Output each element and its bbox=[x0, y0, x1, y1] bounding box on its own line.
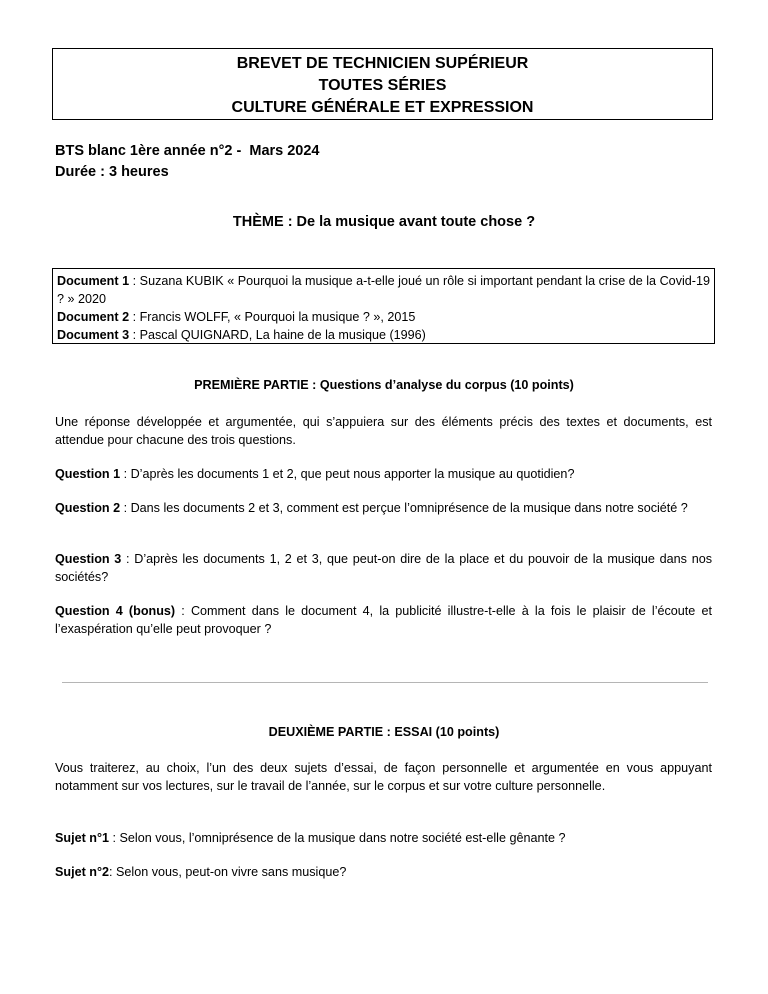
question-label: Question 2 bbox=[55, 501, 121, 515]
document-entry bbox=[57, 308, 710, 326]
exam-meta bbox=[55, 141, 320, 183]
exam-title: BTS blanc 1ère année n°2 - Mars 2024 bbox=[55, 143, 320, 159]
question-text: : Dans les documents 2 et 3, comment est perçue l’omniprésence de la musique dans notre société ? bbox=[120, 501, 688, 515]
document-label: Document 3 bbox=[57, 328, 130, 342]
section-divider bbox=[62, 682, 708, 683]
subject-label: Sujet n°2 bbox=[55, 865, 110, 879]
header-line-2: TOUTES SÉRIES bbox=[318, 77, 447, 94]
subject-label: Sujet n°1 bbox=[55, 831, 110, 845]
subject-text: : Selon vous, l’omniprésence de la musique dans notre société est-elle gênante ? bbox=[109, 831, 566, 845]
question-text: : Comment dans le document 4, la publicité illustre-t-elle à la fois le plaisir de l’écoute et l’exaspération qu’elle peut provoquer ? bbox=[55, 604, 712, 636]
part1-title: PREMIÈRE PARTIE : Questions d’analyse du corpus (10 points) bbox=[194, 378, 574, 392]
question-4 bbox=[55, 602, 712, 638]
part1-intro: Une réponse développée et argumentée, qui s’appuiera sur des éléments précis des textes et documents, est attendue pour chacune des trois questions. bbox=[55, 415, 712, 447]
subject-text: : Selon vous, peut-on vivre sans musique? bbox=[109, 865, 347, 879]
subject-1 bbox=[55, 829, 712, 847]
question-2 bbox=[55, 499, 712, 517]
question-label: Question 3 bbox=[55, 552, 122, 566]
document-entry bbox=[57, 272, 710, 308]
theme-title: THÈME : De la musique avant toute chose ? bbox=[232, 214, 536, 230]
header-line-3: CULTURE GÉNÉRALE ET EXPRESSION bbox=[231, 99, 534, 116]
question-3 bbox=[55, 550, 712, 586]
document-entry bbox=[57, 326, 710, 344]
exam-duration: Durée : 3 heures bbox=[55, 164, 169, 180]
part2-intro: Vous traiterez, au choix, l’un des deux sujets d’essai, de façon personnelle et argumentée en vous appuyant notamment sur vos lectures, sur le travail de l’année, sur le corpus et sur votre culture personnelle. bbox=[55, 761, 712, 793]
question-1 bbox=[55, 465, 712, 483]
document-text: : Pascal QUIGNARD, La haine de la musique (1996) bbox=[129, 328, 426, 342]
question-text: : D’après les documents 1, 2 et 3, que peut-on dire de la place et du pouvoir de la musique dans nos sociétés? bbox=[55, 552, 712, 584]
header-line-1: BREVET DE TECHNICIEN SUPÉRIEUR bbox=[236, 55, 529, 72]
question-label: Question 1 bbox=[55, 467, 121, 481]
document-label: Document 2 bbox=[57, 310, 130, 324]
document-text: : Suzana KUBIK « Pourquoi la musique a-t-elle joué un rôle si important pendant la crise de la Covid-19 ? » 2020 bbox=[57, 274, 710, 306]
documents-box bbox=[52, 268, 715, 344]
exam-header-box bbox=[52, 48, 713, 120]
subject-2 bbox=[55, 863, 712, 881]
part2-title: DEUXIÈME PARTIE : ESSAI (10 points) bbox=[268, 725, 500, 739]
document-label: Document 1 bbox=[57, 274, 130, 288]
document-text: : Francis WOLFF, « Pourquoi la musique ? », 2015 bbox=[129, 310, 416, 324]
question-label: Question 4 (bonus) bbox=[55, 604, 176, 618]
question-text: : D’après les documents 1 et 2, que peut nous apporter la musique au quotidien? bbox=[120, 467, 575, 481]
